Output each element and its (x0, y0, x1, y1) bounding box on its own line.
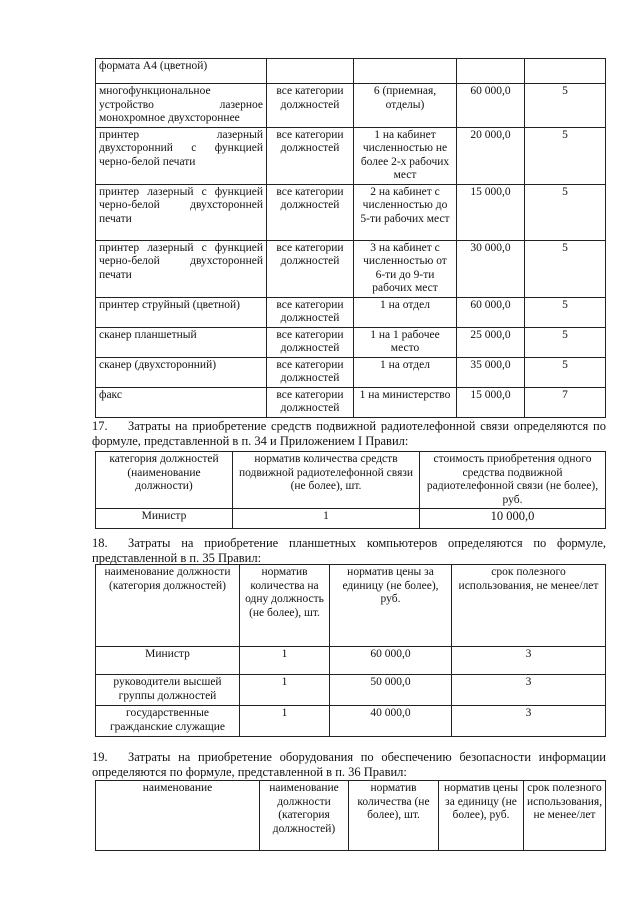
table-cell: 1 на отдел (354, 357, 457, 387)
security-equipment-table (95, 780, 606, 851)
table-cell: 5 (525, 327, 606, 357)
table-cell: все категории должностей (267, 387, 354, 417)
section-number: 19. (92, 750, 108, 764)
table-cell: формата А4 (цветной) (96, 59, 267, 84)
table-cell: 7 (525, 387, 606, 417)
equipment-table (95, 58, 606, 418)
column-header: норматив количества на одну должность (не более), шт. (240, 565, 330, 647)
column-header: наименование должности (категория должностей) (96, 565, 240, 647)
table-cell: государственные гражданские служащие (96, 706, 240, 737)
table-cell: 5 (525, 297, 606, 327)
table-cell (457, 59, 525, 84)
table-cell: 60 000,0 (457, 297, 525, 327)
table-cell: 2 на кабинет с численностью до 5-ти рабочих мест (354, 184, 457, 240)
column-header: наименование (96, 781, 260, 851)
column-header: срок полезного использования, не менее/лет (452, 565, 606, 647)
table-cell: 1 (233, 509, 420, 529)
table-cell (525, 59, 606, 84)
table-cell: все категории должностей (267, 357, 354, 387)
table-cell: 5 (525, 240, 606, 297)
table-cell (354, 59, 457, 84)
table-cell: 1 на отдел (354, 297, 457, 327)
section-paragraph: Затраты на приобретение планшетных компьютеров определяются по формуле, представленной в п. 35 Правил: (92, 536, 606, 565)
mobile-phones-table (95, 451, 606, 529)
table-cell: 60 000,0 (457, 84, 525, 128)
table-row (96, 387, 606, 417)
table-cell: 5 (525, 357, 606, 387)
column-header: категория должностей (наименование должности) (96, 452, 233, 509)
table-cell: 3 (452, 647, 606, 675)
table-cell: 40 000,0 (330, 706, 452, 737)
tablets-table (95, 564, 606, 737)
table-cell: все категории должностей (267, 184, 354, 240)
table-row (96, 59, 606, 84)
table-row (96, 706, 606, 737)
table-cell: принтер лазерный с функцией черно-белой двухсторонней печати (96, 184, 267, 240)
table-cell: 6 (приемная, отделы) (354, 84, 457, 128)
table-cell: все категории должностей (267, 327, 354, 357)
table-cell: 3 (452, 706, 606, 737)
table-cell: 1 (240, 706, 330, 737)
table-cell: принтер струйный (цветной) (96, 297, 267, 327)
table-cell: принтер лазерный с функцией черно-белой двухсторонней печати (96, 240, 267, 297)
section-paragraph: Затраты на приобретение средств подвижной радиотелефонной связи определяются по формуле, представленной в п. 34 и Приложением I Правил: (92, 419, 606, 448)
column-header: норматив цены за единицу (не более), руб. (439, 781, 524, 851)
table-row (96, 184, 606, 240)
table-cell: 20 000,0 (457, 127, 525, 184)
table-cell: 1 (240, 675, 330, 706)
table-row (96, 84, 606, 128)
table-cell: 3 (452, 675, 606, 706)
table-cell: 1 (240, 647, 330, 675)
table-cell: 5 (525, 184, 606, 240)
table-cell: сканер планшетный (96, 327, 267, 357)
table-cell: факс (96, 387, 267, 417)
table-cell (267, 59, 354, 84)
table-cell: 15 000,0 (457, 184, 525, 240)
table-cell: все категории должностей (267, 127, 354, 184)
table-cell: 1 на кабинет численностью не более 2-х рабочих мест (354, 127, 457, 184)
table-cell: все категории должностей (267, 297, 354, 327)
table-row (96, 297, 606, 327)
table-cell: 50 000,0 (330, 675, 452, 706)
column-header: норматив количества (не более), шт. (349, 781, 439, 851)
table-header-row (96, 452, 606, 509)
table-cell: сканер (двухсторонний) (96, 357, 267, 387)
table-cell: Министр (96, 509, 233, 529)
column-header: норматив цены за единицу (не более), руб. (330, 565, 452, 647)
table-row (96, 509, 606, 529)
table-cell: 10 000,0 (420, 509, 606, 529)
table-cell: 1 на 1 рабочее место (354, 327, 457, 357)
table-cell: все категории должностей (267, 240, 354, 297)
table-header-row (96, 565, 606, 647)
column-header: срок полезного использования, не менее/лет (524, 781, 606, 851)
table-row (96, 240, 606, 297)
table-row (96, 647, 606, 675)
column-header: норматив количества средств подвижной радиотелефонной связи (не более), шт. (233, 452, 420, 509)
table-cell: 30 000,0 (457, 240, 525, 297)
table-cell: 3 на кабинет с численностью от 6-ти до 9-ти рабочих мест (354, 240, 457, 297)
table-cell: 5 (525, 84, 606, 128)
table-row (96, 327, 606, 357)
section-18-text (92, 536, 606, 566)
table-cell: 25 000,0 (457, 327, 525, 357)
table-cell: 15 000,0 (457, 387, 525, 417)
table-cell: Министр (96, 647, 240, 675)
table-cell: принтер лазерный двухсторонний с функцией черно-белой печати (96, 127, 267, 184)
table-cell: 1 на министерство (354, 387, 457, 417)
table-cell: руководители высшей группы должностей (96, 675, 240, 706)
table-row (96, 675, 606, 706)
table-header-row (96, 781, 606, 851)
column-header: стоимость приобретения одного средства подвижной радиотелефонной связи (не более), руб. (420, 452, 606, 509)
section-17-text (92, 419, 606, 449)
section-19-text (92, 750, 606, 780)
table-cell: 35 000,0 (457, 357, 525, 387)
section-paragraph: Затраты на приобретение оборудования по обеспечению безопасности информации определяются по формуле, представленной в п. 36 Правил: (92, 750, 606, 779)
table-cell: все категории должностей (267, 84, 354, 128)
table-row (96, 357, 606, 387)
section-number: 17. (92, 419, 108, 433)
table-cell: 5 (525, 127, 606, 184)
section-number: 18. (92, 536, 108, 550)
column-header: наименование должности (категория должностей) (260, 781, 349, 851)
table-cell: 60 000,0 (330, 647, 452, 675)
table-row (96, 127, 606, 184)
table-cell: многофункциональное устройство лазерное монохромное двухстороннее (96, 84, 267, 128)
